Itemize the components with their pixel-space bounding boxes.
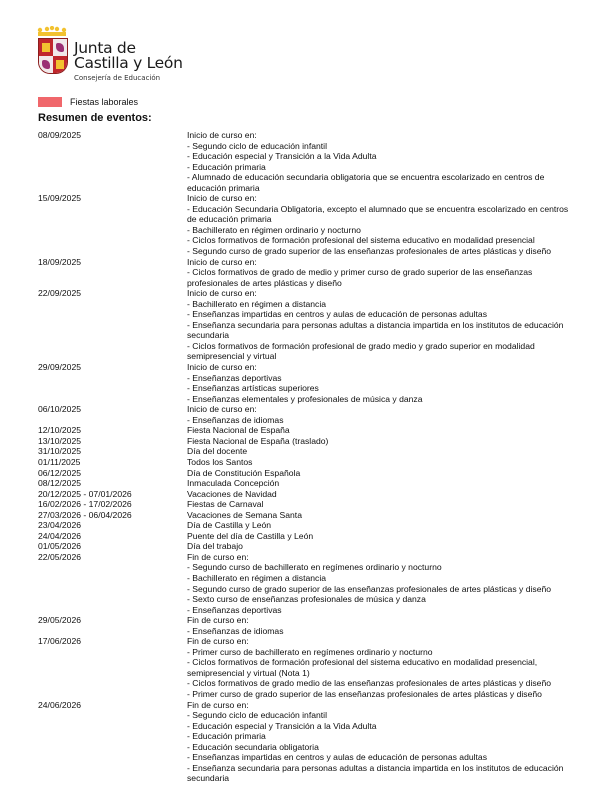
event-row xyxy=(38,489,598,500)
event-date: 18/09/2025 xyxy=(38,256,82,267)
event-date: 29/05/2026 xyxy=(38,615,82,626)
event-row xyxy=(38,499,598,510)
event-detail-line: - Sexto curso de enseñanzas profesionales de música y danza xyxy=(187,594,426,605)
event-detail-line: - Educación primaria xyxy=(187,161,266,172)
event-detail-line: - Enseñanzas impartidas en centros y aulas de educación de personas adultas xyxy=(187,309,488,320)
event-detail-line: - Primer curso de bachillerato en regímenes ordinario y nocturno xyxy=(187,646,433,657)
event-heading: Inicio de curso en: xyxy=(187,362,257,373)
event-description xyxy=(187,615,598,636)
event-heading: Todos los Santos xyxy=(187,456,253,467)
event-detail-line: - Educación especial y Transición a la Vida Adulta xyxy=(187,151,377,162)
event-row xyxy=(38,541,598,552)
event-detail-line: - Segundo curso de bachillerato en regímenes ordinario y nocturno xyxy=(187,562,442,573)
event-date: 22/09/2025 xyxy=(38,288,82,299)
event-date: 08/09/2025 xyxy=(38,130,82,140)
event-detail-line: - Enseñanza secundaria para personas adultas a distancia impartida en los institutos de educación secundaria xyxy=(187,762,564,784)
event-detail-line: - Enseñanzas impartidas en centros y aulas de educación de personas adultas xyxy=(187,752,488,763)
logo-text xyxy=(74,41,183,82)
event-date: 08/12/2025 xyxy=(38,478,82,489)
event-row xyxy=(38,510,598,521)
event-description xyxy=(187,404,598,425)
event-description xyxy=(187,499,598,510)
event-date: 13/10/2025 xyxy=(38,435,82,446)
event-description xyxy=(187,193,598,256)
event-heading: Día de Castilla y León xyxy=(187,520,272,531)
event-date: 01/11/2025 xyxy=(38,456,81,467)
event-description xyxy=(187,531,598,542)
summary-title: Resumen de eventos: xyxy=(38,112,152,124)
event-detail-line: - Primer curso de grado superior de las enseñanzas profesionales de artes plásticas y diseño xyxy=(187,688,542,699)
logo-title-line2: Castilla y León xyxy=(74,54,183,72)
event-row xyxy=(38,404,598,425)
event-detail-line: - Ciclos formativos de grado medio de las enseñanzas profesionales de artes plásticas y diseño xyxy=(187,678,551,689)
event-date: 01/05/2026 xyxy=(38,541,82,552)
event-detail-line: - Alumnado de educación secundaria obligatoria que se encuentra escolarizado en centros de educación primaria xyxy=(187,172,545,193)
event-row xyxy=(38,362,598,404)
logo-title-line1: Junta de xyxy=(74,39,136,57)
event-detail-line: - Enseñanzas deportivas xyxy=(187,372,282,383)
event-row xyxy=(38,478,598,489)
event-date: 31/10/2025 xyxy=(38,446,82,457)
event-detail-line: - Ciclos formativos de formación profesional de grado medio y grado superior en modalidad semipresencial y virtual xyxy=(187,340,535,362)
event-detail-line: - Enseñanzas de idiomas xyxy=(187,414,284,425)
event-row xyxy=(38,520,598,531)
event-heading: Fin de curso en: xyxy=(187,551,249,562)
event-heading: Vacaciones de Navidad xyxy=(187,488,277,499)
event-detail-line: - Educación Secundaria Obligatoria, excepto el alumnado que se encuentra escolarizado en centros de educación primaria xyxy=(187,203,569,225)
event-description xyxy=(187,478,598,489)
logo-subtitle: Consejería de Educación xyxy=(74,74,161,82)
event-heading: Vacaciones de Semana Santa xyxy=(187,509,302,520)
event-description xyxy=(187,288,598,362)
event-row xyxy=(38,531,598,542)
event-row xyxy=(38,457,598,468)
event-description xyxy=(187,489,598,500)
event-detail-line: - Ciclos formativos de grado de medio y primer curso de grado superior de las enseñanzas profesionales de artes plásticas y diseño xyxy=(187,267,533,288)
event-row xyxy=(38,257,598,289)
event-date: 22/05/2026 xyxy=(38,551,82,562)
event-detail-line: - Segundo curso de grado superior de las enseñanzas profesionales de artes plásticas y diseño xyxy=(187,583,552,594)
junta-castilla-leon-logo xyxy=(36,26,183,86)
event-row xyxy=(38,636,598,699)
event-heading: Fiesta Nacional de España xyxy=(187,425,290,436)
event-description xyxy=(187,436,598,447)
event-heading: Fiestas de Carnaval xyxy=(187,499,264,510)
event-description xyxy=(187,636,598,699)
event-description xyxy=(187,425,598,436)
event-detail-line: - Segundo ciclo de educación infantil xyxy=(187,710,327,721)
event-row xyxy=(38,615,598,636)
event-detail-line: - Bachillerato en régimen a distancia xyxy=(187,298,327,309)
event-heading: Inicio de curso en: xyxy=(187,288,257,299)
event-detail-line: - Enseñanzas artísticas superiores xyxy=(187,383,319,394)
event-date: 06/10/2025 xyxy=(38,404,82,415)
event-description xyxy=(187,130,598,193)
legend xyxy=(38,97,138,107)
event-heading: Fin de curso en: xyxy=(187,615,249,626)
event-heading: Inmaculada Concepción xyxy=(187,478,280,489)
event-heading: Fin de curso en: xyxy=(187,699,249,710)
legend-swatch-fiestas-laborales xyxy=(38,97,62,107)
event-row xyxy=(38,552,598,615)
event-description xyxy=(187,510,598,521)
event-heading: Día del docente xyxy=(187,446,248,457)
event-heading: Inicio de curso en: xyxy=(187,256,257,267)
event-description xyxy=(187,700,598,784)
event-description xyxy=(187,257,598,289)
event-heading: Día de Constitución Española xyxy=(187,467,301,478)
event-row xyxy=(38,130,598,193)
event-heading: Inicio de curso en: xyxy=(187,130,257,140)
event-detail-line: - Educación secundaria obligatoria xyxy=(187,741,319,752)
event-heading: Puente del día de Castilla y León xyxy=(187,530,314,541)
event-date: 15/09/2025 xyxy=(38,193,82,204)
event-detail-line: - Segundo ciclo de educación infantil xyxy=(187,140,327,151)
event-row xyxy=(38,193,598,256)
castle-quarter xyxy=(53,56,67,73)
event-detail-line: - Educación primaria xyxy=(187,731,266,742)
event-heading: Fin de curso en: xyxy=(187,636,249,647)
event-row xyxy=(38,288,598,362)
event-heading: Día del trabajo xyxy=(187,541,243,552)
event-date: 24/06/2026 xyxy=(38,699,82,710)
event-detail-line: - Enseñanzas elementales y profesionales de música y danza xyxy=(187,393,423,404)
event-description xyxy=(187,446,598,457)
event-date: 29/09/2025 xyxy=(38,362,82,373)
event-description xyxy=(187,468,598,479)
coat-of-arms-icon xyxy=(36,26,70,78)
event-detail-line: - Enseñanza secundaria para personas adultas a distancia impartida en los institutos de educación secundaria xyxy=(187,319,564,341)
event-description xyxy=(187,457,598,468)
lion-quarter xyxy=(53,39,67,56)
lion-quarter xyxy=(39,56,53,73)
event-detail-line: - Ciclos formativos de formación profesional del sistema educativo en modalidad presencial, semipresencial y virtual (Nota 1) xyxy=(187,657,538,678)
event-date: 27/03/2026 - 06/04/2026 xyxy=(38,509,132,520)
event-heading: Inicio de curso en: xyxy=(187,193,257,204)
event-heading: Fiesta Nacional de España (traslado) xyxy=(187,435,329,446)
event-heading: Inicio de curso en: xyxy=(187,404,257,415)
event-date: 12/10/2025 xyxy=(38,425,82,436)
event-date: 06/12/2025 xyxy=(38,467,82,478)
event-detail-line: - Bachillerato en régimen a distancia xyxy=(187,572,327,583)
event-date: 17/06/2026 xyxy=(38,636,82,647)
event-date: 16/02/2026 - 17/02/2026 xyxy=(38,499,132,510)
event-detail-line: - Educación especial y Transición a la Vida Adulta xyxy=(187,720,377,731)
event-description xyxy=(187,520,598,531)
event-detail-line: - Ciclos formativos de formación profesional del sistema educativo en modalidad presencial xyxy=(187,235,535,246)
event-description xyxy=(187,541,598,552)
event-row xyxy=(38,436,598,447)
event-row xyxy=(38,468,598,479)
legend-label: Fiestas laborales xyxy=(70,97,139,107)
event-row xyxy=(38,700,598,784)
event-detail-line: - Segundo curso de grado superior de las enseñanzas profesionales de artes plásticas y diseño xyxy=(187,246,552,257)
event-detail-line: - Bachillerato en régimen ordinario y nocturno xyxy=(187,224,361,235)
event-description xyxy=(187,362,598,404)
event-date: 20/12/2025 - 07/01/2026 xyxy=(38,488,132,499)
event-row xyxy=(38,425,598,436)
event-date: 23/04/2026 xyxy=(38,520,82,531)
event-row xyxy=(38,446,598,457)
castle-quarter xyxy=(39,39,53,56)
event-date: 24/04/2026 xyxy=(38,530,82,541)
event-description xyxy=(187,552,598,615)
crown-icon xyxy=(37,26,67,37)
events-list xyxy=(38,130,598,784)
event-detail-line: - Enseñanzas deportivas xyxy=(187,604,282,615)
shield-icon xyxy=(38,38,68,74)
event-detail-line: - Enseñanzas de idiomas xyxy=(187,625,284,636)
